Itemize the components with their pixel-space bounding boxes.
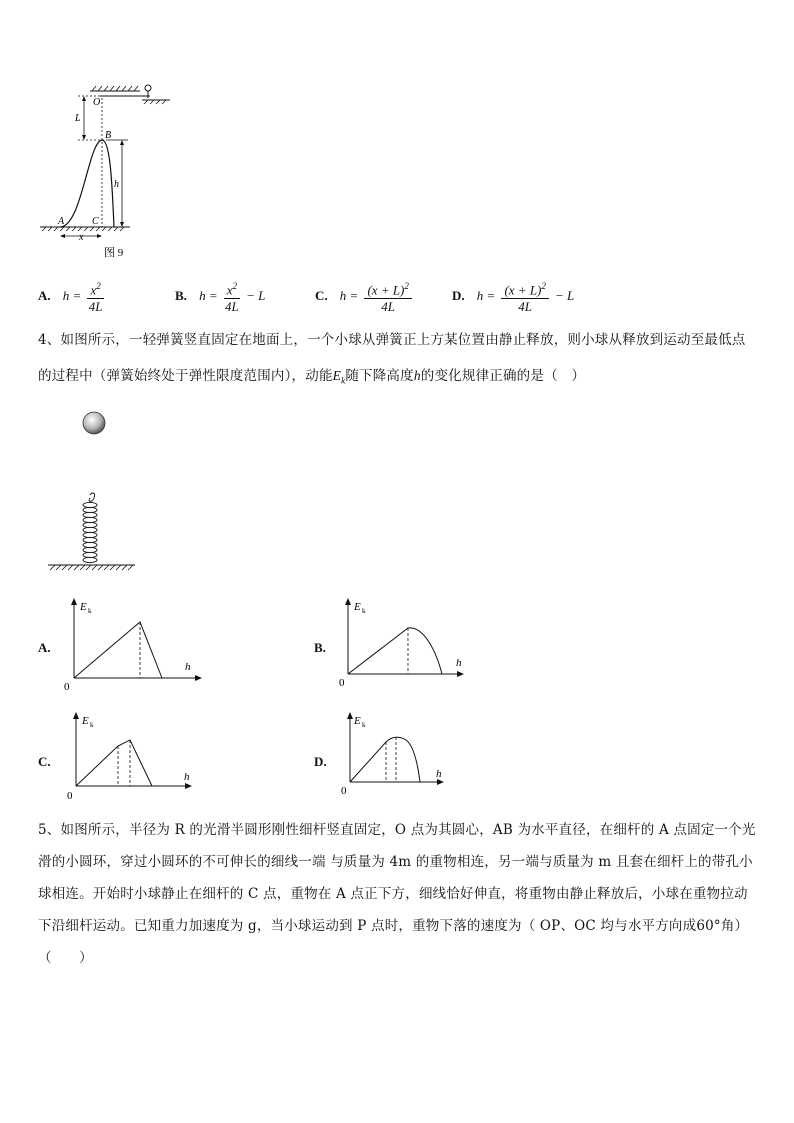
svg-text:k: k	[362, 607, 366, 615]
option-letter: B.	[314, 640, 326, 655]
option-letter: C.	[38, 754, 51, 769]
question-5	[38, 814, 763, 974]
ball	[83, 412, 105, 434]
svg-text:E: E	[80, 601, 87, 613]
q4-option-a[interactable]	[38, 596, 208, 696]
q4-line-1: 4、如图所示，一轻弹簧竖直固定在地面上，一个小球从弹簧正上方某位置由静止释放，则小球从释放到运动至最低点	[38, 332, 746, 348]
option-letter: A.	[38, 288, 51, 304]
q3-options	[38, 278, 758, 314]
spring	[83, 493, 97, 563]
q3-option-a[interactable]: A. h = $\frac{x^2}{4L}$	[38, 278, 106, 315]
q5-line-1: 5、如图所示，半径为 R 的光滑半圆形刚性细杆竖直固定，O 点为其圆心，AB 为水平直径，在细杆的 A 点固定一个光	[38, 822, 756, 838]
option-letter: B.	[175, 288, 187, 304]
label-O: O	[93, 97, 101, 108]
svg-text:0: 0	[339, 677, 345, 689]
q4-option-b[interactable]	[314, 596, 484, 696]
label-B: B	[105, 130, 112, 141]
q3-option-c[interactable]: C. h = $\frac{(x + L)^2}{4L}$	[315, 278, 414, 315]
label-x: x	[79, 232, 84, 243]
q5-line-5: （ ）	[38, 950, 93, 966]
graph-d	[336, 710, 486, 810]
question-4	[38, 324, 763, 397]
option-letter: C.	[315, 288, 328, 304]
q5-line-3: 球相连。开始时小球静止在细杆的 C 点，重物在 A 点正下方，细线恰好伸直，将重物由静止释放后，小球在重物拉动	[38, 886, 748, 902]
option-letter: A.	[38, 640, 51, 655]
svg-text:k: k	[90, 721, 94, 729]
svg-text:E: E	[354, 715, 361, 727]
svg-text:E: E	[82, 715, 89, 727]
graph-c	[62, 710, 212, 810]
graph-a	[60, 596, 210, 696]
svg-text:0: 0	[341, 785, 347, 797]
q5-line-2: 滑的小圆环，穿过小圆环的不可伸长的细线一端 与质量为 4m 的重物相连，另一端与质量为 m 且套在细杆上的带孔小	[38, 854, 753, 870]
svg-text:k: k	[362, 721, 366, 729]
svg-text:h: h	[185, 661, 191, 673]
svg-text:0: 0	[67, 790, 73, 802]
svg-text:E: E	[354, 601, 361, 613]
option-letter: D.	[452, 288, 465, 304]
q3-option-b[interactable]: B. h = $\frac{x^2}{4L}$ − L	[175, 278, 265, 315]
option-letter: D.	[314, 754, 327, 769]
q3-option-d[interactable]: D. h = $\frac{(x + L)^2}{4L}$ − L	[452, 278, 574, 315]
svg-text:h: h	[456, 657, 462, 669]
label-A: A	[58, 216, 65, 227]
label-h: h	[114, 179, 119, 190]
q4-line-2: 的过程中（弹簧始终处于弹性限度范围内），动能$E_k$随下降高度h的变化规律正确的是（ ）	[38, 368, 586, 386]
svg-text:k: k	[88, 607, 92, 615]
label-C: C	[92, 216, 99, 227]
label-L: L	[75, 113, 81, 124]
svg-text:h: h	[436, 768, 442, 780]
q4-option-c[interactable]	[38, 710, 208, 810]
q5-line-4: 下沿细杆运动。已知重力加速度为 g，当小球运动到 P 点时，重物下落的速度为（ OP、OC 均与水平方向成60°角）	[38, 918, 749, 934]
q4-option-d[interactable]	[314, 710, 484, 810]
figure-9	[30, 80, 190, 265]
ball-spring-figure	[40, 400, 150, 580]
graph-b	[334, 596, 484, 696]
svg-text:0: 0	[64, 681, 70, 693]
svg-text:h: h	[184, 771, 190, 783]
figure-caption: 图 9	[104, 247, 124, 259]
